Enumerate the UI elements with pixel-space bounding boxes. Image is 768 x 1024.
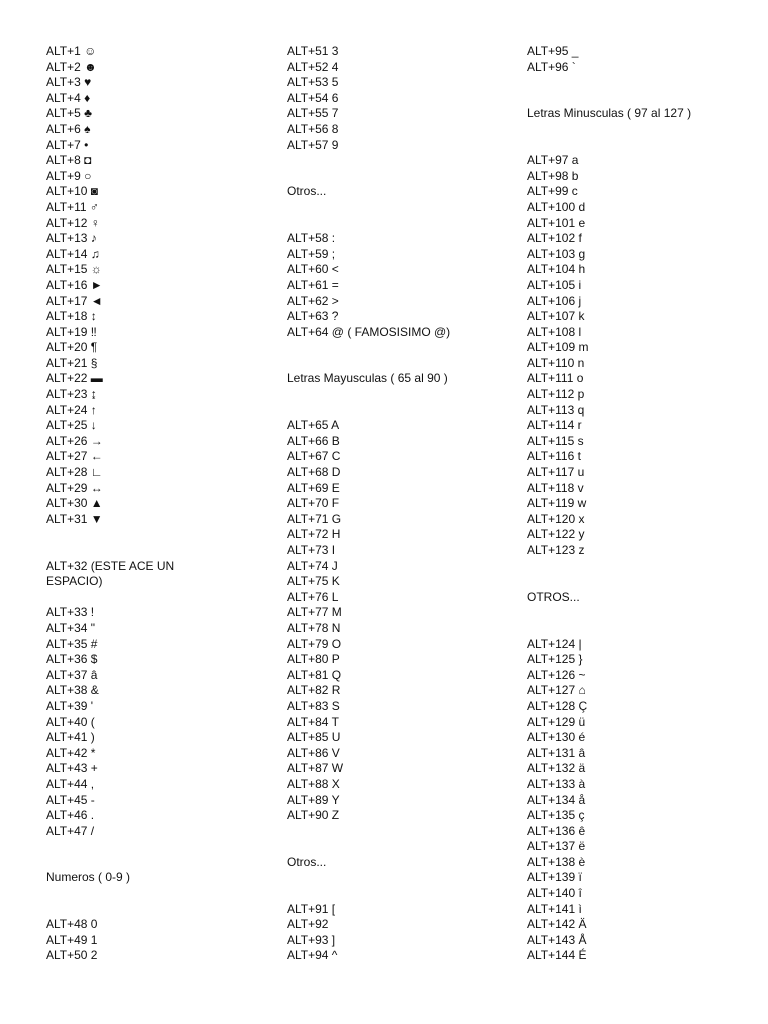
text-line: ALT+5 ♣ (46, 106, 93, 121)
text-line: ALT+45 - (46, 792, 95, 807)
text-line: OTROS... (527, 589, 580, 604)
text-line: ALT+18 ↕ (46, 309, 97, 324)
text-line: ALT+143 Å (527, 932, 587, 947)
text-line: ALT+64 @ ( FAMOSISIMO @) (287, 324, 451, 339)
text-line: ALT+27 ← (46, 449, 103, 464)
text-line: ALT+140 î (527, 886, 582, 901)
text-line: ALT+71 G (287, 511, 342, 526)
text-line: ALT+17 ◄ (46, 293, 103, 308)
text-line: Otros... (287, 854, 327, 869)
text-line: ALT+55 7 (287, 106, 339, 121)
text-line (287, 169, 517, 185)
text-line: ALT+134 å (527, 792, 586, 807)
text-line: ALT+132 ä (527, 761, 586, 776)
text-line (46, 886, 246, 902)
text-line (527, 605, 757, 621)
text-line: ALT+1 ☺ (46, 44, 97, 58)
text-line: ALT+136 ê (527, 823, 586, 838)
text-line: Letras Mayusculas ( 65 al 90 ) (287, 371, 448, 386)
text-line: ALT+56 8 (287, 121, 339, 136)
text-line: ALT+103 g (527, 246, 586, 261)
text-line: ALT+20 ¶ (46, 340, 98, 355)
text-line: ALT+126 ~ (527, 667, 586, 682)
text-line: ALT+122 y (527, 527, 585, 542)
text-line (527, 574, 757, 590)
text-line: ALT+127 ⌂ (527, 683, 586, 698)
text-line: ALT+119 w (527, 496, 587, 511)
text-line (287, 839, 517, 855)
text-line: Otros... (287, 184, 327, 199)
text-line (46, 902, 246, 918)
text-line: ALT+59 ; (287, 246, 336, 261)
text-line: ALT+36 $ (46, 652, 98, 667)
text-line: ALT+47 / (46, 823, 95, 838)
text-line: ALT+12 ♀ (46, 215, 100, 230)
text-line: ALT+60 < (287, 262, 339, 277)
text-line: ALT+115 s (527, 433, 584, 448)
text-line (287, 387, 517, 403)
text-line: ALT+11 ♂ (46, 199, 99, 214)
text-line: ALT+114 r (527, 418, 582, 433)
text-line: ALT+138 è (527, 854, 586, 869)
text-line: ALT+65 A (287, 418, 340, 433)
text-line: ALT+92 (287, 917, 329, 932)
text-line: ALT+98 b (527, 168, 579, 183)
text-line: ALT+124 | (527, 636, 582, 651)
text-line: ALT+74 J (287, 558, 338, 573)
text-line: ALT+33 ! (46, 605, 95, 620)
text-line: ALT+131 â (527, 745, 586, 760)
text-line: ALT+133 à (527, 776, 586, 791)
text-line: Numeros ( 0-9 ) (46, 870, 131, 885)
text-line (527, 621, 757, 637)
text-line: ALT+123 z (527, 543, 585, 557)
text-line: ALT+16 ► (46, 277, 103, 292)
text-line: ALT+28 ∟ (46, 465, 103, 480)
text-line: ALT+14 ♫ (46, 246, 100, 261)
text-line: ALT+48 0 (46, 917, 98, 932)
text-line: ALT+117 u (527, 465, 585, 480)
text-line: ALT+142 Ä (527, 917, 587, 932)
text-line (527, 138, 757, 154)
text-line: Letras Minusculas ( 97 al 127 ) (527, 106, 692, 121)
text-line: ALT+109 m (527, 340, 589, 355)
column-2 (287, 44, 517, 964)
text-line: ALT+128 Ç (527, 698, 588, 713)
text-line: ALT+57 9 (287, 137, 339, 152)
text-line: ALT+96 ` (527, 59, 576, 74)
text-line: ALT+8 ◘ (46, 153, 92, 168)
text-line: ALT+61 = (287, 277, 339, 292)
text-line (287, 403, 517, 419)
column-1 (46, 44, 246, 964)
text-line: ALT+53 5 (287, 75, 339, 90)
text-line: ALT+4 ♦ (46, 90, 91, 105)
text-line: ALT+34 " (46, 620, 96, 635)
text-line (287, 886, 517, 902)
text-line: ALT+113 q (527, 402, 585, 417)
text-line: ALT+112 p (527, 387, 585, 402)
text-line: ALT+106 j (527, 293, 582, 308)
text-line: ALT+2 ☻ (46, 59, 97, 74)
text-line: ALT+31 ▼ (46, 511, 103, 526)
text-line: ALT+21 § (46, 355, 98, 370)
text-line (287, 153, 517, 169)
text-line: ALT+73 I (287, 543, 336, 557)
text-line: ALT+90 Z (287, 808, 340, 823)
text-line (46, 527, 246, 543)
text-line: ALT+6 ♠ (46, 121, 91, 136)
text-line: ALT+50 2 (46, 948, 98, 963)
text-line (46, 543, 246, 559)
text-line: ALT+78 N (287, 620, 341, 635)
text-line (46, 839, 246, 855)
text-line: ALT+26 → (46, 433, 103, 448)
text-line: ALT+99 c (527, 184, 578, 199)
text-line: ALT+19 ‼ (46, 324, 97, 339)
text-line: ALT+49 1 (46, 932, 98, 947)
text-line: ALT+37 â (46, 667, 98, 682)
text-line: ALT+85 U (287, 730, 341, 745)
text-line (287, 824, 517, 840)
text-line: ALT+43 + (46, 761, 98, 776)
text-line: ALT+141 ì (527, 901, 582, 916)
text-line: ALT+25 ↓ (46, 418, 97, 433)
text-line: ALT+107 k (527, 309, 585, 324)
text-line: ALT+95 _ (527, 44, 579, 58)
text-line: ALT+15 ☼ (46, 262, 102, 277)
text-line (287, 200, 517, 216)
text-line: ALT+39 ' (46, 698, 94, 713)
text-line: ALT+29 ↔ (46, 480, 103, 495)
text-line: ALT+111 o (527, 371, 584, 386)
text-line: ALT+137 ë (527, 839, 586, 854)
text-line: ALT+22 ▬ (46, 371, 103, 386)
text-line: ALT+9 ○ (46, 168, 92, 183)
text-line: ALT+130 é (527, 730, 586, 745)
text-line: ALT+54 6 (287, 90, 339, 105)
text-line: ALT+102 f (527, 231, 582, 246)
text-line: ALT+52 4 (287, 59, 339, 74)
text-line: ALT+66 B (287, 433, 340, 448)
text-line: ALT+118 v (527, 480, 584, 495)
text-line: ALT+13 ♪ (46, 231, 97, 246)
text-line: ALT+105 i (527, 277, 582, 292)
text-line: ALT+94 ^ (287, 948, 338, 963)
text-line: ALT+135 ç (527, 808, 585, 823)
text-line (287, 870, 517, 886)
text-line: ALT+42 * (46, 745, 96, 760)
text-line: ALT+32 (ESTE ACE UN (46, 558, 175, 573)
text-line: ALT+35 # (46, 636, 98, 651)
text-line (527, 122, 757, 138)
text-line: ALT+24 ↑ (46, 402, 97, 417)
text-line: ALT+68 D (287, 465, 341, 480)
text-line: ALT+76 L (287, 589, 339, 604)
text-line: ESPACIO) (46, 574, 103, 589)
text-line (527, 75, 757, 91)
text-line: ALT+79 O (287, 636, 342, 651)
text-line: ALT+100 d (527, 199, 586, 214)
text-line: ALT+97 a (527, 153, 579, 168)
text-line: ALT+23 ↨ (46, 387, 97, 402)
text-line: ALT+89 Y (287, 792, 340, 807)
text-line (527, 91, 757, 107)
text-line: ALT+7 • (46, 137, 89, 152)
text-line (287, 356, 517, 372)
text-line: ALT+3 ♥ (46, 75, 92, 90)
text-line: ALT+104 h (527, 262, 586, 277)
text-line (46, 855, 246, 871)
column-3 (527, 44, 757, 964)
text-line: ALT+40 ( (46, 714, 95, 729)
text-line: ALT+62 > (287, 293, 339, 308)
text-line: ALT+77 M (287, 605, 342, 620)
text-line (287, 340, 517, 356)
text-line: ALT+110 n (527, 355, 585, 370)
text-line: ALT+144 É (527, 948, 587, 963)
text-line: ALT+30 ▲ (46, 496, 103, 511)
text-line: ALT+139 ï (527, 870, 582, 885)
text-line: ALT+83 S (287, 698, 340, 713)
text-line: ALT+70 F (287, 496, 340, 511)
text-line: ALT+86 V (287, 745, 340, 760)
text-line: ALT+101 e (527, 215, 586, 230)
text-line: ALT+116 t (527, 449, 581, 464)
text-line: ALT+72 H (287, 527, 341, 542)
text-line: ALT+67 C (287, 449, 341, 464)
text-line: ALT+10 ◙ (46, 184, 99, 199)
text-line: ALT+129 ü (527, 714, 586, 729)
text-line: ALT+88 X (287, 776, 340, 791)
text-line: ALT+38 & (46, 683, 99, 698)
text-line: ALT+80 P (287, 652, 340, 667)
text-line: ALT+91 [ (287, 901, 336, 916)
text-line: ALT+108 l (527, 324, 582, 339)
text-line: ALT+93 ] (287, 932, 336, 947)
text-line (46, 590, 246, 606)
text-line: ALT+87 W (287, 761, 344, 776)
text-line: ALT+41 ) (46, 730, 95, 745)
text-line: ALT+58 : (287, 231, 336, 246)
text-line: ALT+69 E (287, 480, 340, 495)
text-line: ALT+120 x (527, 511, 585, 526)
text-line: ALT+46 . (46, 808, 95, 823)
text-line: ALT+63 ? (287, 309, 339, 324)
text-line (527, 559, 757, 575)
text-line: ALT+84 T (287, 714, 339, 729)
text-line: ALT+75 K (287, 574, 340, 589)
text-line: ALT+125 } (527, 652, 583, 667)
text-line: ALT+44 , (46, 776, 95, 791)
text-line (287, 216, 517, 232)
text-line: ALT+82 R (287, 683, 341, 698)
text-line: ALT+81 Q (287, 667, 342, 682)
text-line: ALT+51 3 (287, 44, 339, 58)
